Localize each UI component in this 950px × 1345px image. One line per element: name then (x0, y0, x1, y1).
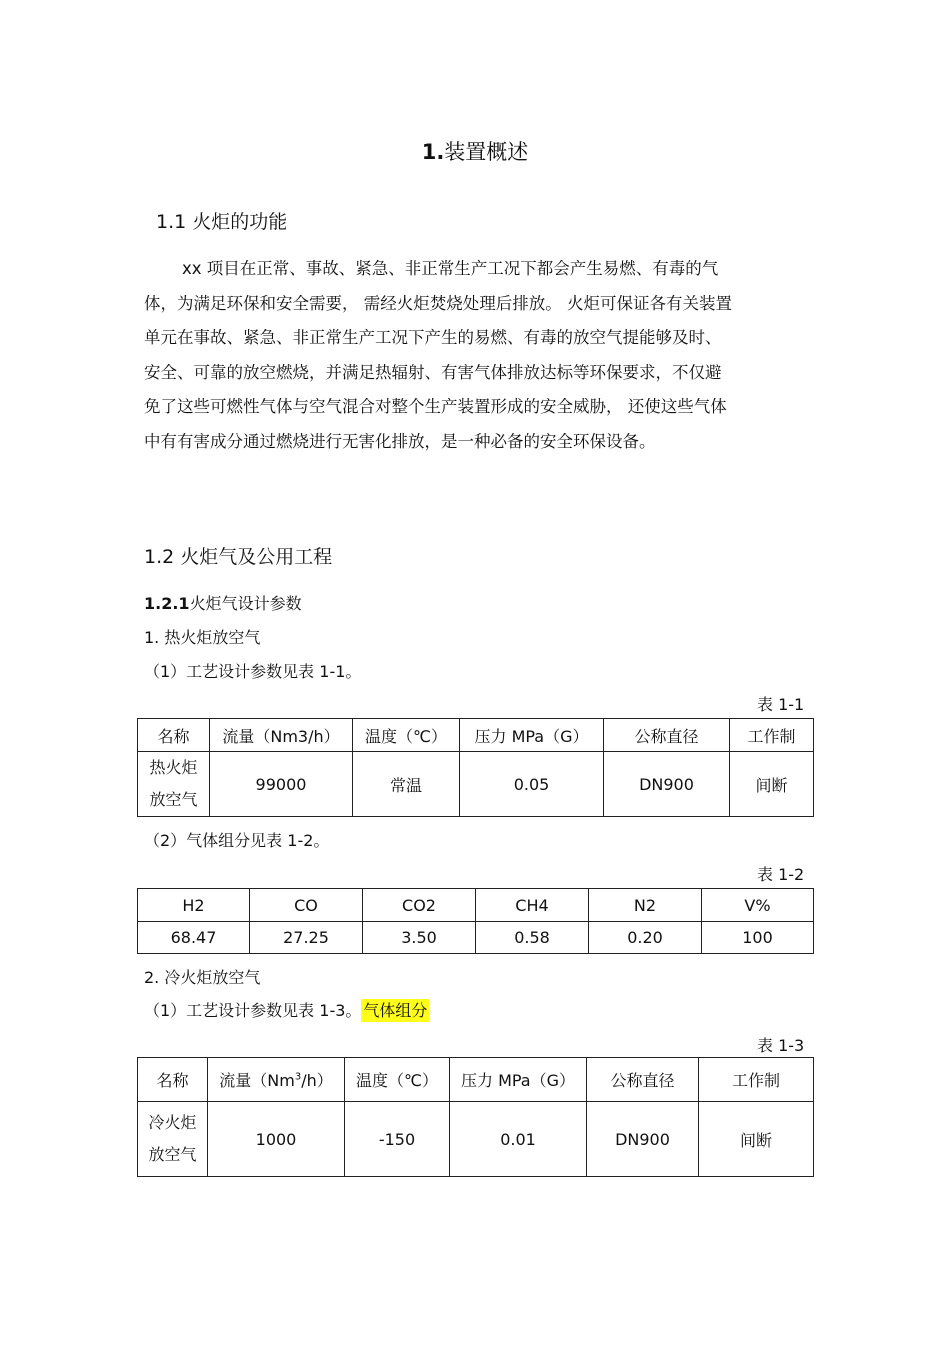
cell-operation-mode: 间断 (699, 1102, 814, 1177)
cell-name: 热火炬 放空气 (138, 752, 210, 817)
header-nominal-diameter: 公称直径 (604, 719, 730, 752)
cell-co: 27.25 (250, 922, 363, 954)
paragraph-line: 安全、可靠的放空燃烧，并满足热辐射、有害气体排放达标等环保要求，不仅避 (144, 362, 722, 382)
cell-co2: 3.50 (363, 922, 476, 954)
section-1-2-1-heading: 1.2.1火炬气设计参数 (144, 594, 302, 613)
table-row (138, 752, 814, 817)
cell-nominal-diameter: DN900 (604, 752, 730, 817)
table-1-3-caption: 表 1-3 (757, 1036, 805, 1055)
table-1-3 (137, 1057, 814, 1177)
header-h2: H2 (138, 889, 250, 922)
header-n2: N2 (589, 889, 702, 922)
item-gas-composition-ref: （2）气体组分见表 1-2。 (144, 831, 330, 850)
page-title: 1.装置概述 (421, 140, 529, 164)
table-row (138, 1102, 814, 1177)
cell-ch4: 0.58 (476, 922, 589, 954)
cell-pressure: 0.05 (460, 752, 604, 817)
header-co2: CO2 (363, 889, 476, 922)
paragraph-line: 单元在事故、紧急、非正常生产工况下产生的易燃、有毒的放空气提能够及时、 (144, 328, 722, 347)
item-cold-flare: 2. 冷火炬放空气 (144, 968, 261, 987)
cell-temperature: 常温 (353, 752, 460, 817)
table-row (138, 922, 814, 954)
cell-flow: 1000 (208, 1102, 345, 1177)
cell-temperature: -150 (345, 1102, 450, 1177)
table-header-row (138, 889, 814, 922)
item-cold-flare-params: （1）工艺设计参数见表 1-3。 气体组分 (144, 1001, 428, 1020)
section-1-2-heading: 1.2 火炬气及公用工程 (144, 546, 333, 568)
cell-nominal-diameter: DN900 (587, 1102, 699, 1177)
highlighted-text: 气体组分 (363, 1001, 428, 1020)
paragraph-line: 中有有害成分通过燃烧进行无害化排放，是一种必备的安全环保设备。 (144, 431, 656, 451)
table-1-1-caption: 表 1-1 (757, 695, 805, 714)
cell-pressure: 0.01 (450, 1102, 587, 1177)
cell-flow: 99000 (210, 752, 353, 817)
table-header-row (138, 719, 814, 752)
header-volume-percent: V% (702, 889, 814, 922)
header-co: CO (250, 889, 363, 922)
header-ch4: CH4 (476, 889, 589, 922)
header-nominal-diameter: 公称直径 (587, 1058, 699, 1102)
table-1-2 (137, 888, 814, 954)
section-1-1-heading: 1.1 火炬的功能 (156, 211, 288, 233)
cell-volume-percent: 100 (702, 922, 814, 954)
header-name: 名称 (138, 719, 210, 752)
header-flow: 流量（Nm3/h） (210, 719, 353, 752)
header-temperature: 温度（℃） (345, 1058, 450, 1102)
header-name: 名称 (138, 1058, 208, 1102)
header-temperature: 温度（℃） (353, 719, 460, 752)
section-1-1-paragraph (144, 252, 814, 459)
cell-name: 冷火炬 放空气 (138, 1102, 208, 1177)
paragraph-line: 免了这些可燃性气体与空气混合对整个生产装置形成的安全威胁， 还使这些气体 (144, 397, 727, 416)
paragraph-line: 体，为满足环保和安全需要， 需经火炬焚烧处理后排放。 火炬可保证各有关装置 (144, 293, 732, 313)
item-hot-flare: 1. 热火炬放空气 (144, 628, 261, 647)
table-1-2-caption: 表 1-2 (757, 865, 805, 884)
cell-h2: 68.47 (138, 922, 250, 954)
header-operation-mode: 工作制 (730, 719, 814, 752)
item-hot-flare-params: （1）工艺设计参数见表 1-1。 (144, 662, 362, 681)
header-pressure: 压力 MPa（G） (450, 1058, 587, 1102)
cell-n2: 0.20 (589, 922, 702, 954)
header-operation-mode: 工作制 (699, 1058, 814, 1102)
cell-operation-mode: 间断 (730, 752, 814, 817)
paragraph-line: xx 项目在正常、事故、紧急、非正常生产工况下都会产生易燃、有毒的气 (182, 259, 719, 278)
header-pressure: 压力 MPa（G） (460, 719, 604, 752)
table-header-row (138, 1058, 814, 1102)
table-1-1 (137, 718, 814, 817)
header-flow: 流量（Nm$^3$/h） (208, 1058, 345, 1102)
